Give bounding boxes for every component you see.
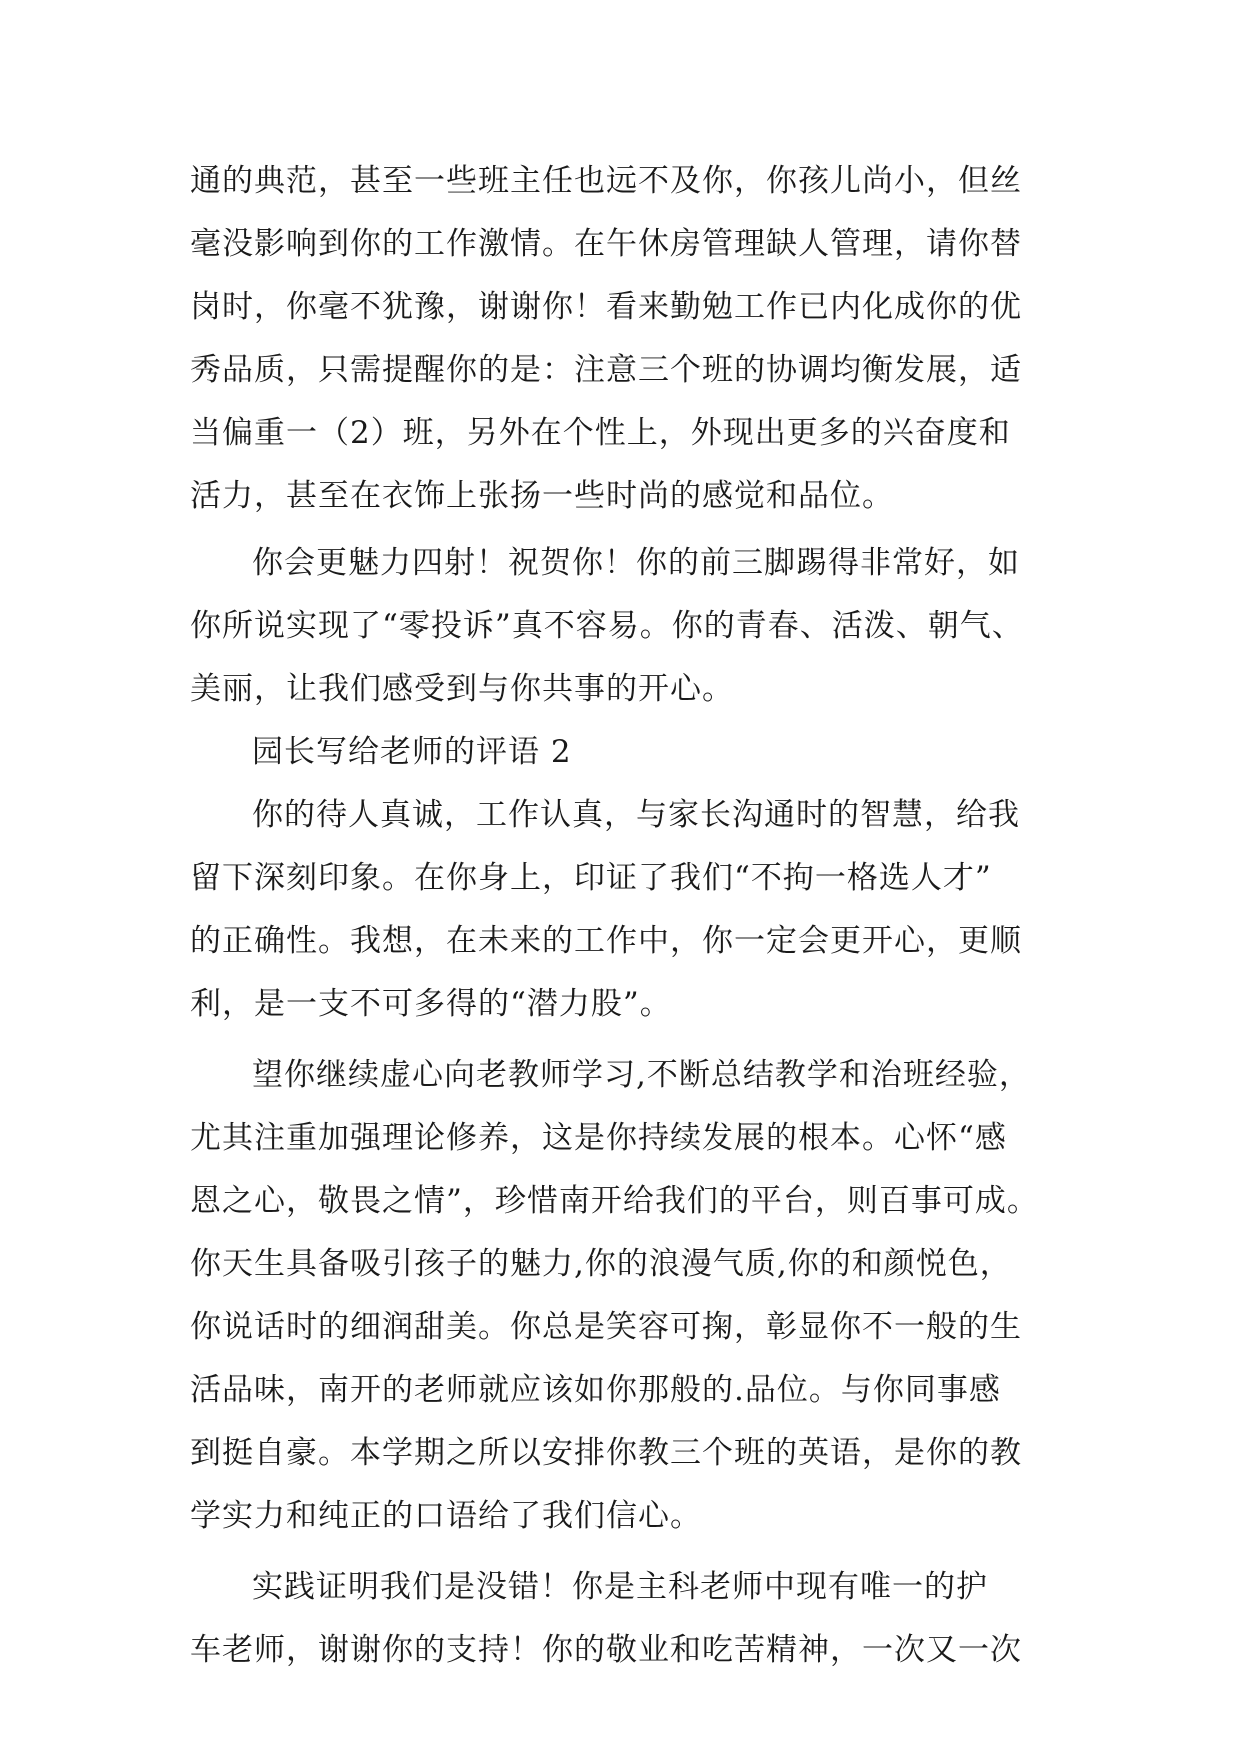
text-line: 利，是一支不可多得的“潜力股”。	[190, 986, 672, 1022]
text-line: 尤其注重加强理论修养，这是你持续发展的根本。心怀“感	[190, 1120, 1007, 1156]
text-line: 实践证明我们是没错！你是主科老师中现有唯一的护	[252, 1569, 988, 1605]
document-body	[190, 150, 1050, 1682]
text-line: 你天生具备吸引孩子的魅力,你的浪漫气质,你的和颜悦色，	[190, 1246, 1012, 1282]
text-line: 当偏重一（2）班，另外在个性上，外现出更多的兴奋度和	[190, 415, 1011, 451]
text-line: 到挺自豪。本学期之所以安排你教三个班的英语，是你的教	[190, 1435, 1022, 1471]
text-line: 你说话时的细润甜美。你总是笑容可掬，彰显你不一般的生	[190, 1309, 1022, 1345]
text-line: 你所说实现了“零投诉”真不容易。你的青春、活泼、朝气、	[190, 608, 1024, 644]
text-line: 秀品质，只需提醒你的是：注意三个班的协调均衡发展，适	[190, 352, 1022, 388]
text-line: 你的待人真诚，工作认真，与家长沟通时的智慧，给我	[252, 797, 1020, 833]
text-line: 的正确性。我想，在未来的工作中，你一定会更开心，更顺	[190, 923, 1022, 959]
text-line: 园长写给老师的评语 2	[252, 734, 572, 770]
text-line: 通的典范，甚至一些班主任也远不及你，你孩儿尚小，但丝	[190, 163, 1022, 199]
text-line: 你会更魅力四射！祝贺你！你的前三脚踢得非常好，如	[252, 545, 1020, 581]
text-line: 活力，甚至在衣饰上张扬一些时尚的感觉和品位。	[190, 478, 894, 514]
text-line: 学实力和纯正的口语给了我们信心。	[190, 1498, 702, 1534]
text-line: 活品味，南开的老师就应该如你那般的.品位。与你同事感	[190, 1372, 1001, 1408]
text-line: 车老师，谢谢你的支持！你的敬业和吃苦精神，一次又一次	[190, 1632, 1022, 1668]
text-line: 美丽，让我们感受到与你共事的开心。	[190, 671, 734, 707]
text-line: 望你继续虚心向老教师学习,不断总结教学和治班经验，	[252, 1057, 1031, 1093]
text-line: 留下深刻印象。在你身上，印证了我们“不拘一格选人才”	[190, 860, 992, 896]
text-line: 恩之心，敬畏之情”，珍惜南开给我们的平台，则百事可成。	[190, 1183, 1039, 1219]
text-line: 岗时，你毫不犹豫，谢谢你！看来勤勉工作已内化成你的优	[190, 289, 1022, 325]
text-line: 毫没影响到你的工作激情。在午休房管理缺人管理，请你替	[190, 226, 1022, 262]
